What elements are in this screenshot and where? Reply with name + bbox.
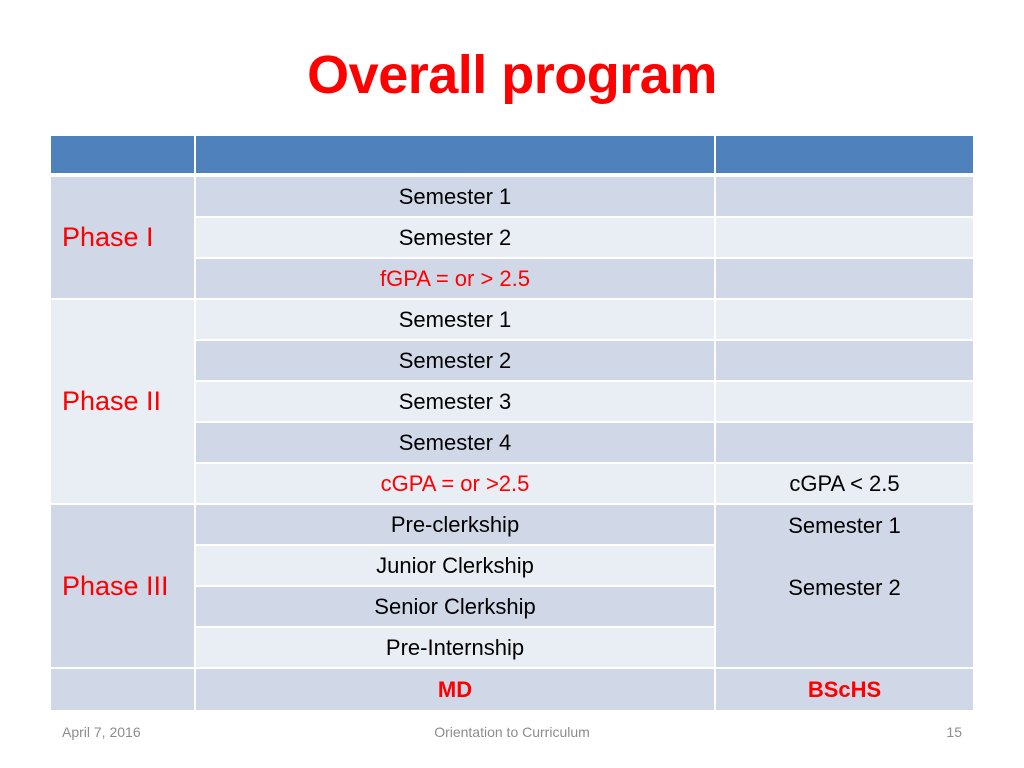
p2-semester-4: Semester 4 (196, 423, 716, 464)
p3-alt-semester-2: Semester 2 (788, 575, 901, 600)
program-table (51, 136, 973, 710)
p3-pre-internship: Pre-Internship (196, 628, 716, 669)
p3-senior-clerkship: Senior Clerkship (196, 587, 716, 628)
p2-gpa-requirement: cGPA = or >2.5 (196, 464, 716, 505)
p2-semester-1: Semester 1 (196, 300, 716, 341)
empty-cell (716, 300, 973, 341)
p3-alternative-semesters (716, 505, 973, 669)
degree-bschs: BScHS (716, 669, 973, 710)
table-header-cell (51, 136, 196, 177)
p3-pre-clerkship: Pre-clerkship (196, 505, 716, 546)
empty-cell (716, 259, 973, 300)
slide-title: Overall program (307, 45, 717, 105)
empty-cell (716, 341, 973, 382)
empty-cell (716, 177, 973, 218)
p2-semester-3: Semester 3 (196, 382, 716, 423)
table-header-cell (196, 136, 716, 177)
phase-1-label: Phase I (51, 177, 196, 300)
footer-title: Orientation to Curriculum (434, 724, 590, 740)
p1-semester-2: Semester 2 (196, 218, 716, 259)
p2-semester-2: Semester 2 (196, 341, 716, 382)
slide-number: 15 (946, 724, 962, 740)
p1-gpa-requirement: fGPA = or > 2.5 (196, 259, 716, 300)
empty-cell (716, 423, 973, 464)
p3-junior-clerkship: Junior Clerkship (196, 546, 716, 587)
empty-cell (716, 218, 973, 259)
p3-alt-semester-1: Semester 1 (788, 513, 901, 538)
phase-2-label: Phase II (51, 300, 196, 505)
footer-date: April 7, 2016 (62, 724, 141, 740)
phase-3-label: Phase III (51, 505, 196, 669)
empty-cell (51, 669, 196, 710)
degree-md: MD (196, 669, 716, 710)
p1-semester-1: Semester 1 (196, 177, 716, 218)
p2-gpa-alternative: cGPA < 2.5 (716, 464, 973, 505)
empty-cell (716, 382, 973, 423)
table-header-cell (716, 136, 973, 177)
